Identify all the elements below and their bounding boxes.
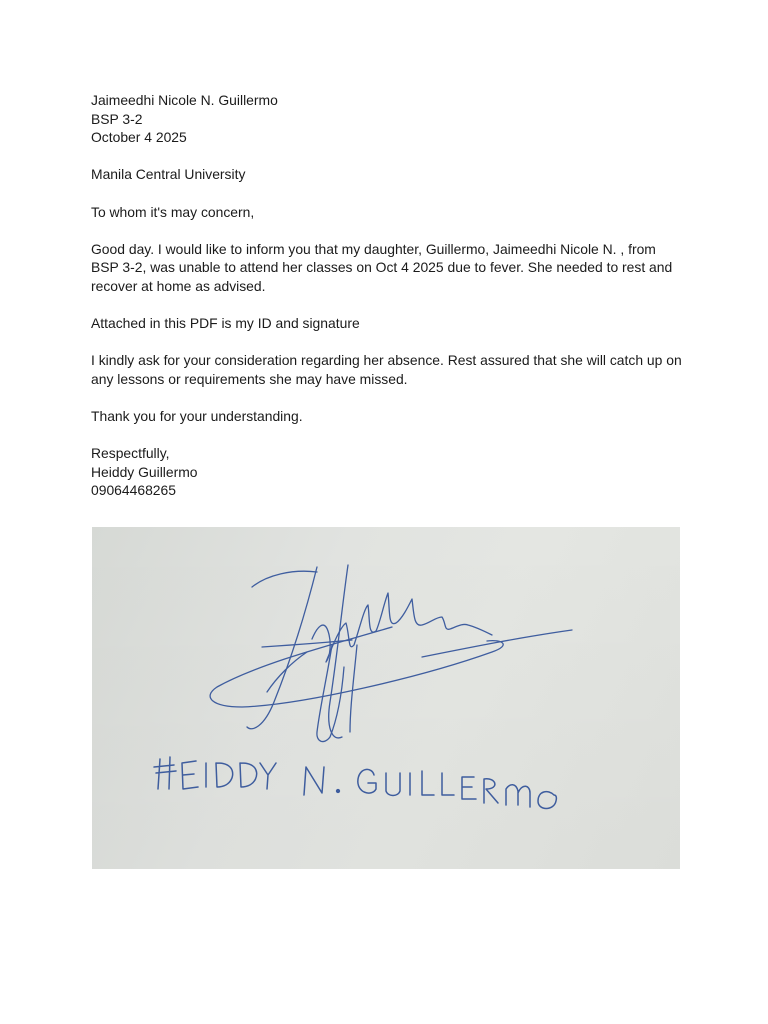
sender-phone: 09064468265 xyxy=(91,482,176,499)
spacer xyxy=(91,333,691,352)
spacer xyxy=(91,296,691,315)
spacer xyxy=(91,184,691,203)
valediction: Respectfully, xyxy=(91,445,170,462)
paragraph-4: Thank you for your understanding. xyxy=(91,408,303,425)
paragraph-1-line-3: recover at home as advised. xyxy=(91,277,266,294)
spacer xyxy=(91,147,691,166)
spacer xyxy=(91,221,691,240)
student-section: BSP 3-2 xyxy=(91,110,143,127)
salutation: To whom it's may concern, xyxy=(91,203,255,220)
paragraph-3-line-1: I kindly ask for your consideration regarding her absence. Rest assured that she will catch up on xyxy=(91,352,682,369)
paragraph-1-line-1: Good day. I would like to inform you that my daughter, Guillermo, Jaimeedhi Nicole N. , from xyxy=(91,240,656,257)
spacer xyxy=(91,389,691,408)
paragraph-1-line-2: BSP 3-2, was unable to attend her classes on Oct 4 2025 due to fever. She needed to rest and xyxy=(91,259,673,276)
recipient-institution: Manila Central University xyxy=(91,166,246,183)
spacer xyxy=(91,426,691,445)
paragraph-3-line-2: any lessons or requirements she may have missed. xyxy=(91,370,408,387)
letter-date: October 4 2025 xyxy=(91,129,187,146)
letter-body xyxy=(91,91,691,500)
signature-photo xyxy=(92,527,680,869)
student-name: Jaimeedhi Nicole N. Guillermo xyxy=(91,92,278,108)
handwritten-signature-icon xyxy=(92,527,680,869)
paragraph-2: Attached in this PDF is my ID and signature xyxy=(91,315,360,332)
sender-name: Heiddy Guillermo xyxy=(91,463,198,480)
